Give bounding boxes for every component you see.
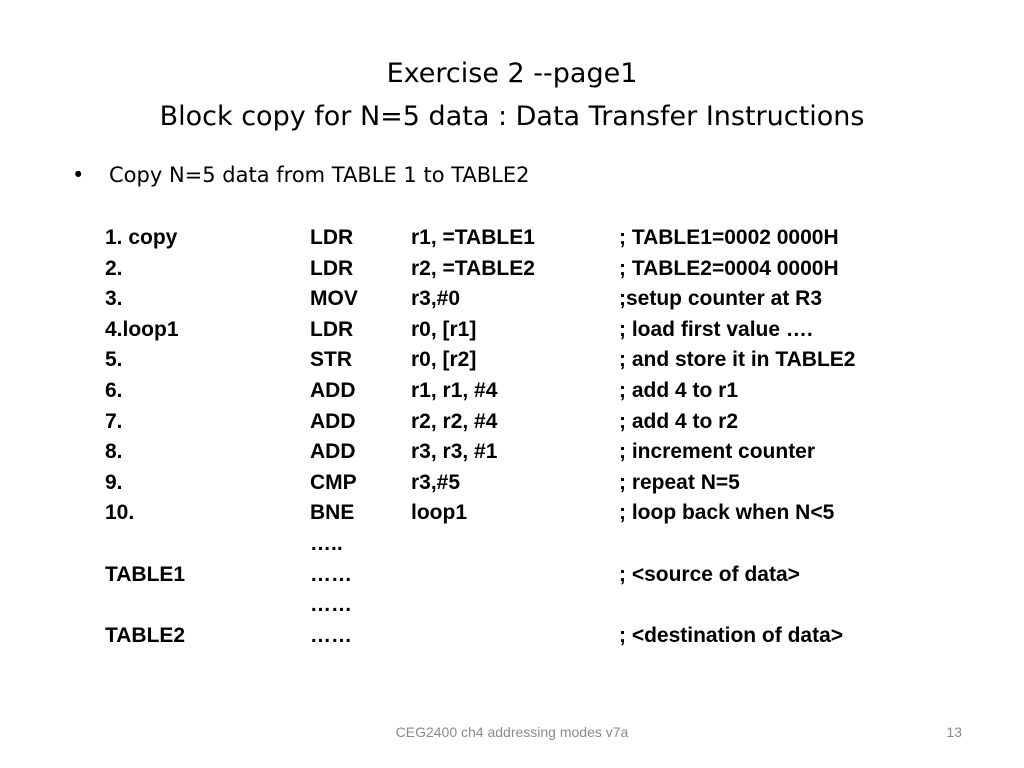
code-label: 3. [105, 287, 123, 311]
code-label: TABLE1 [105, 562, 186, 586]
bullet-point [72, 165, 530, 186]
code-comment: ;setup counter at R3 [619, 287, 823, 311]
slide-page-number: 13 [946, 724, 962, 740]
code-opcode: STR [310, 348, 352, 372]
code-opcode: …… [310, 623, 352, 647]
code-line [0, 223, 1024, 254]
code-operands: r3,#5 [411, 470, 461, 494]
code-line [0, 254, 1024, 285]
code-comment: ; and store it in TABLE2 [619, 348, 856, 372]
code-comment: ; repeat N=5 [619, 470, 740, 494]
code-line [0, 315, 1024, 346]
code-line [0, 437, 1024, 468]
code-line [0, 560, 1024, 591]
code-listing [0, 223, 1024, 651]
code-comment: ; load first value …. [619, 317, 813, 341]
code-label: 6. [105, 378, 123, 402]
code-line [0, 590, 1024, 621]
code-label: 2. [105, 256, 123, 280]
code-opcode: ADD [310, 378, 356, 402]
code-comment: ; <source of data> [619, 562, 800, 586]
code-opcode: ADD [310, 409, 356, 433]
code-opcode: ADD [310, 440, 356, 464]
code-line [0, 284, 1024, 315]
bullet-text: Copy N=5 data from TABLE 1 to TABLE2 [109, 163, 530, 187]
code-opcode: CMP [310, 470, 357, 494]
code-comment: ; <destination of data> [619, 623, 844, 647]
code-label: 10. [105, 501, 135, 525]
code-comment: ; add 4 to r1 [619, 378, 739, 402]
code-opcode: LDR [310, 256, 354, 280]
code-line [0, 529, 1024, 560]
code-label: 4.loop1 [105, 317, 179, 341]
code-line [0, 621, 1024, 652]
code-operands: r1, r1, #4 [411, 378, 498, 402]
code-label: TABLE2 [105, 623, 186, 647]
code-opcode: BNE [310, 501, 355, 525]
code-line [0, 468, 1024, 499]
code-line [0, 376, 1024, 407]
code-operands: r0, [r1] [411, 317, 477, 341]
code-operands: r3, r3, #1 [411, 440, 498, 464]
code-line [0, 498, 1024, 529]
code-opcode: …… [310, 593, 352, 617]
slide-title-line-2: Block copy for N=5 data : Data Transfer Instructions [159, 101, 865, 132]
code-comment: ; increment counter [619, 440, 816, 464]
code-operands: r1, =TABLE1 [411, 226, 535, 249]
slide-footer: CEG2400 ch4 addressing modes v7a [395, 724, 629, 740]
code-label: 8. [105, 440, 123, 464]
code-comment: ; add 4 to r2 [619, 409, 739, 433]
code-operands: r2, =TABLE2 [411, 256, 535, 280]
code-line [0, 407, 1024, 438]
code-label: 1. copy [105, 226, 178, 249]
code-opcode: MOV [310, 287, 358, 311]
code-operands: loop1 [411, 501, 467, 525]
code-opcode: …… [310, 562, 352, 586]
code-label: 9. [105, 470, 123, 494]
code-operands: r2, r2, #4 [411, 409, 498, 433]
slide-title-line-1: Exercise 2 --page1 [386, 58, 638, 89]
code-comment: ; TABLE1=0002 0000H [619, 226, 839, 249]
code-label: 5. [105, 348, 123, 372]
bullet-icon: • [72, 163, 85, 187]
code-opcode: ….. [310, 531, 343, 555]
code-opcode: LDR [310, 317, 354, 341]
code-line [0, 345, 1024, 376]
code-operands: r0, [r2] [411, 348, 477, 372]
code-comment: ; TABLE2=0004 0000H [619, 256, 839, 280]
code-operands: r3,#0 [411, 287, 461, 311]
code-comment: ; loop back when N<5 [619, 501, 835, 525]
code-opcode: LDR [310, 226, 354, 249]
code-label: 7. [105, 409, 123, 433]
